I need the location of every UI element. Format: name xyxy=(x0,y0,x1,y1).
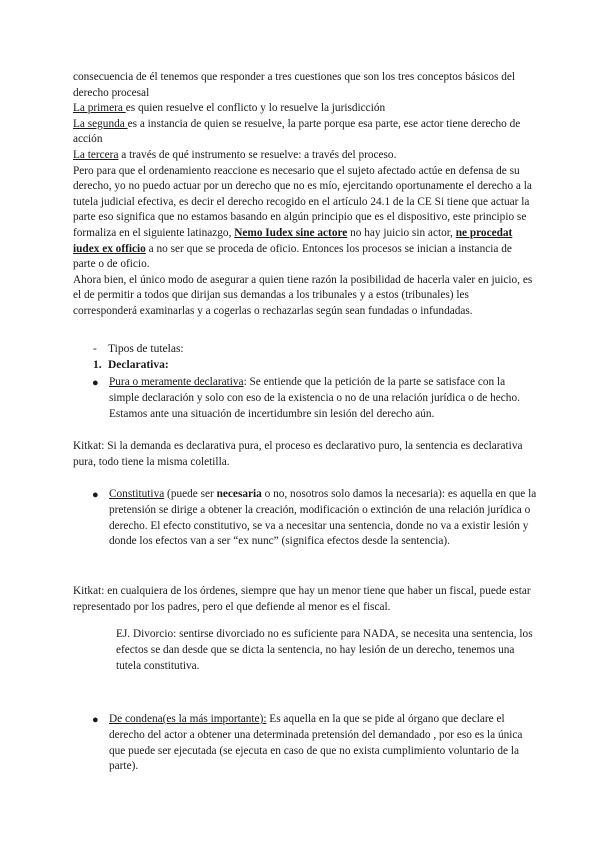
segunda-line xyxy=(73,117,535,148)
pura-label: Pura o meramente declarativa xyxy=(109,376,244,388)
segunda-label: La segunda xyxy=(73,117,128,130)
bullet-icon: ● xyxy=(92,489,99,501)
constitutiva-label: Constitutiva xyxy=(109,488,165,500)
primera-line xyxy=(73,101,535,117)
primera-label: La primera xyxy=(73,102,126,115)
segunda-text: es a instancia de quien se resuelve, la parte porque esa parte, ese actor tiene derecho de acción xyxy=(73,117,521,146)
tipos-heading: Tipos de tutelas: xyxy=(108,343,184,355)
tercera-label: La tercera xyxy=(73,148,119,161)
example-block: EJ. Divorcio: sentirse divorciado no es suficiente para NADA, se necesita una sentencia, los efectos se dan desde que se dicta la sentencia, no hay lesión de un derecho, tenemos una tutela constitutiva. xyxy=(116,628,533,672)
condena-label: De condena(es la más importante): xyxy=(109,713,267,725)
intro-block xyxy=(73,70,535,320)
intro-line: consecuencia de él tenemos que responder a tres cuestiones que son los tres conceptos básicos del derecho procesal xyxy=(73,71,516,99)
ne-procedat: ne procedat iudex ex officio xyxy=(73,226,513,255)
primera-text: es quien resuelve el conflicto y lo resuelve la jurisdicción xyxy=(125,102,386,115)
tercera-text: a través de qué instrumento se resuelve: a través del proceso. xyxy=(118,148,397,161)
pura-text: : Se entiende que la petición de la parte se satisface con la simple declaración y solo con eso de la existencia o no de una relación jurídica o de hecho. Estamos ante una situación de incertidumbre sin lesión del derecho aún. xyxy=(109,376,520,420)
condena-text: Es aquella en la que se pide al órgano que declare el derecho del actor a obtener una determinada pretensión del demandado , por eso es la única que puede ser ejecutada (se ejecuta en caso de que no exista cumplimiento voluntario de la parte). xyxy=(109,713,523,773)
bullet-icon: ● xyxy=(92,377,99,389)
declarativa-heading: Declarativa: xyxy=(108,359,169,371)
tercera-line xyxy=(73,148,535,164)
constitutiva-text-1: (puede ser xyxy=(164,488,217,500)
ahora-paragraph: Ahora bien, el único modo de asegurar a quien tiene razón la posibilidad de hacerla valer en juicio, es el de permitir a todos que dirijan sus demandas a los tribunales y a estos (tribunales) les corresponderá examinarlas y a cogerlas o rechazarlas según sean fundadas o infundadas. xyxy=(73,273,533,317)
list-number: 1. xyxy=(93,359,102,371)
pero-text-3: a no ser que se proceda de oficio. Entonces los procesos se inician a instancia de parte o de oficio. xyxy=(73,242,512,271)
constitutiva-item xyxy=(109,487,537,550)
kitkat-note-2: Kitkat: en cualquiera de los órdenes, siempre que hay un menor tiene que haber un fiscal, puede estar representado por los padres, pero el que defiende al menor es el fiscal. xyxy=(73,585,531,613)
constitutiva-text-2: o no, nosotros solo damos la necesaria): es aquella en que la pretensión se dirige a obtener la creación, modificación o extinción de una relación jurídica o derecho. El efecto constitutivo, se va a necesitar una sentencia, donde no va a existir lesión y donde los efectos van a ser “ex nunc” (significa efectos desde la sentencia). xyxy=(109,488,537,548)
pura-item xyxy=(109,375,537,422)
nemo-iudex: Nemo Iudex sine actore xyxy=(234,226,348,239)
kitkat-note-1: Kitkat: Si la demanda es declarativa pura, el proceso es declarativo puro, la sentencia es declarativa pura, todo tiene la misma coletilla. xyxy=(73,440,523,468)
pero-paragraph xyxy=(73,164,535,273)
dash-marker: - xyxy=(93,343,97,355)
pero-text-1: Pero para que el ordenamiento reaccione es necesario que el sujeto afectado actúe en defensa de su derecho, yo no puedo actuar por un derecho que no es mío, ejercitando oportunamente el derecho a la tutela judicial efectiva, es decir el derecho recogido en el artículo 24.1 de la CE Si tiene que actuar la parte eso significa que no estamos basando en algún principio que es el dispositivo, este principio se formaliza en el siguiente latinazgo, xyxy=(73,164,532,239)
pero-text-2: no hay juicio sin actor, xyxy=(347,226,456,239)
necesaria-word: necesaria xyxy=(216,488,262,500)
bullet-icon: ● xyxy=(92,714,99,726)
condena-item xyxy=(109,712,537,775)
